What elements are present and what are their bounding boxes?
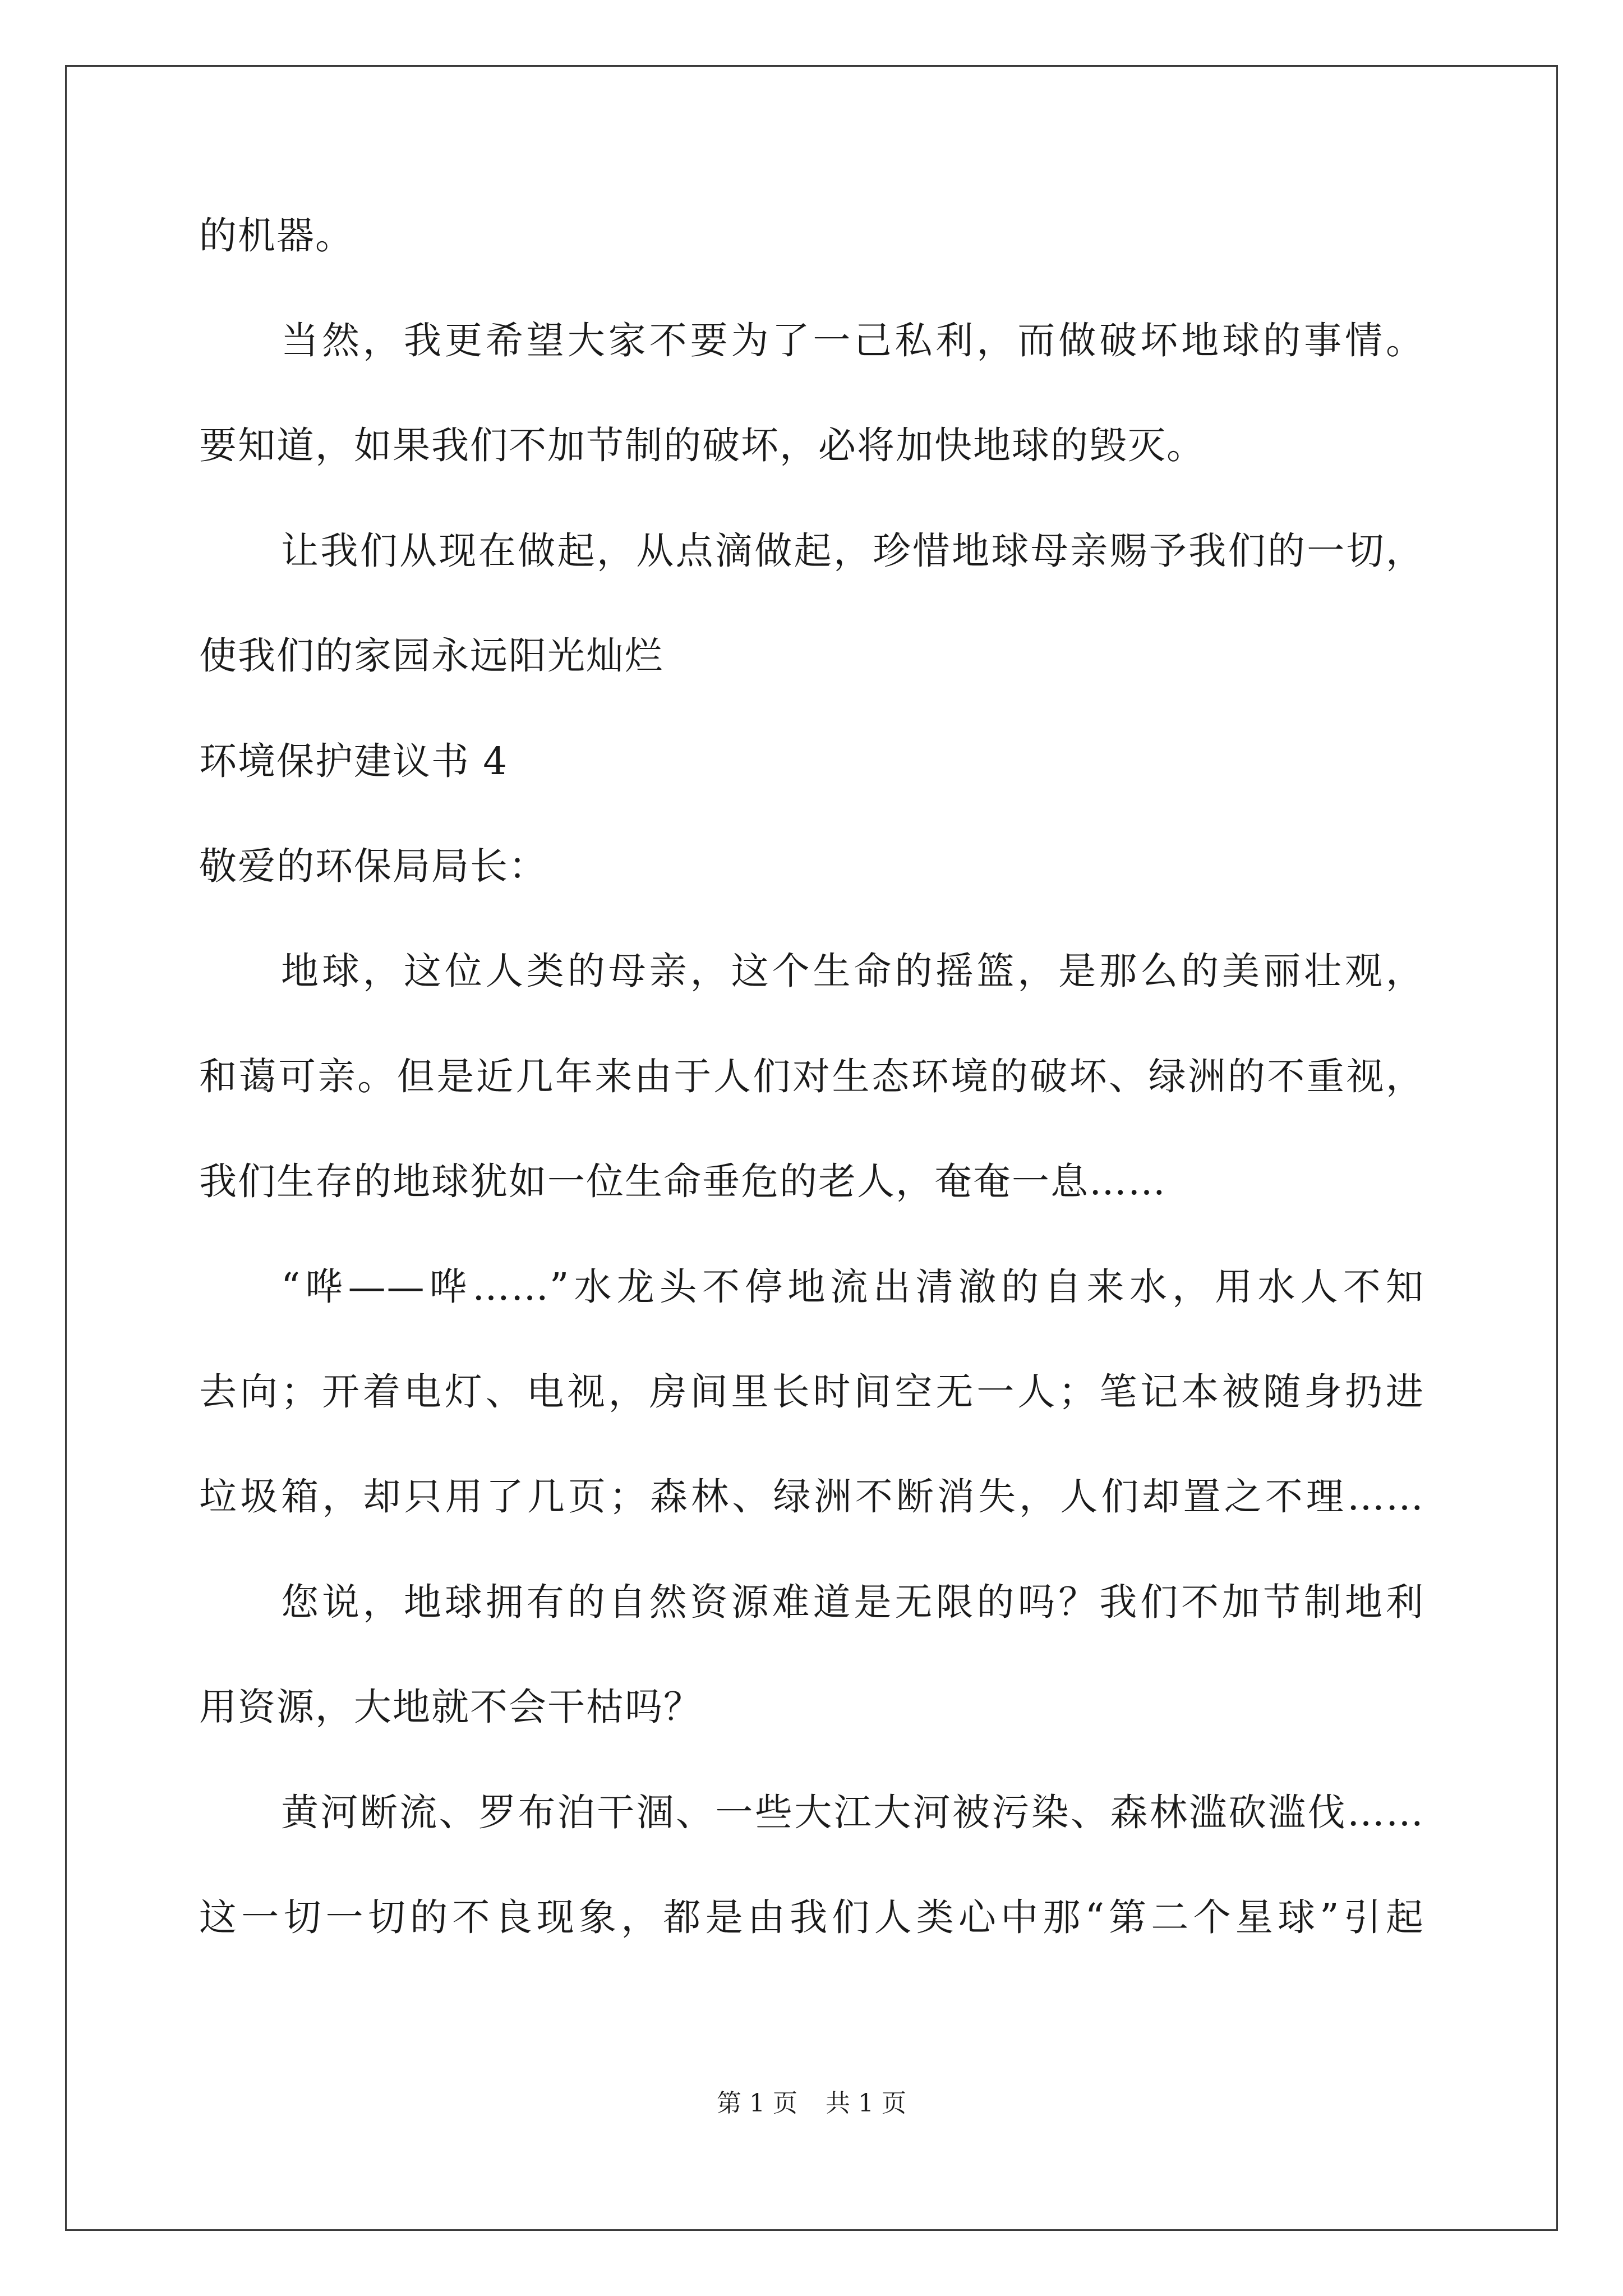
text-line: 垃圾箱，却只用了几页；森林、绿洲不断消失，人们却置之不理……: [199, 1475, 1424, 1519]
text-line: 这一切一切的不良现象，都是由我们人类心中那“第二个星球”引起: [199, 1895, 1424, 1939]
text-line: 使我们的家园永远阳光灿烂: [199, 634, 663, 678]
text-line: 要知道，如果我们不加节制的破坏，必将加快地球的毁灭。: [199, 424, 1205, 467]
page-footer: [0, 2087, 1623, 2120]
text-line: 黄河断流、罗布泊干涸、一些大江大河被污染、森林滥砍滥伐……: [281, 1791, 1424, 1834]
text-line: 让我们从现在做起，从点滴做起，珍惜地球母亲赐予我们的一切，: [281, 529, 1424, 573]
text-line: 去向；开着电灯、电视，房间里长时间空无一人；笔记本被随身扔进: [199, 1370, 1424, 1414]
text-line: 当然，我更希望大家不要为了一己私利，而做破坏地球的事情。: [281, 319, 1424, 362]
section-heading: 环境保护建议书 4: [199, 739, 508, 783]
page-number-total: 共 1 页: [826, 2089, 906, 2118]
text-line: 用资源，大地就不会干枯吗？: [199, 1685, 702, 1729]
text-line: “哗——哗……”水龙头不停地流出清澈的自来水，用水人不知: [281, 1265, 1424, 1309]
text-line: 的机器。: [199, 214, 354, 257]
text-line: 您说，地球拥有的自然资源难道是无限的吗？我们不加节制地利: [281, 1580, 1424, 1624]
text-line: 我们生存的地球犹如一位生命垂危的老人，奄奄一息……: [199, 1159, 1166, 1203]
salutation: 敬爱的环保局局长：: [199, 844, 547, 888]
page-number-current: 第 1 页: [717, 2089, 797, 2118]
text-line: 地球，这位人类的母亲，这个生命的摇篮，是那么的美丽壮观，: [281, 949, 1424, 993]
text-line: 和蔼可亲。但是近几年来由于人们对生态环境的破坏、绿洲的不重视，: [199, 1055, 1424, 1098]
